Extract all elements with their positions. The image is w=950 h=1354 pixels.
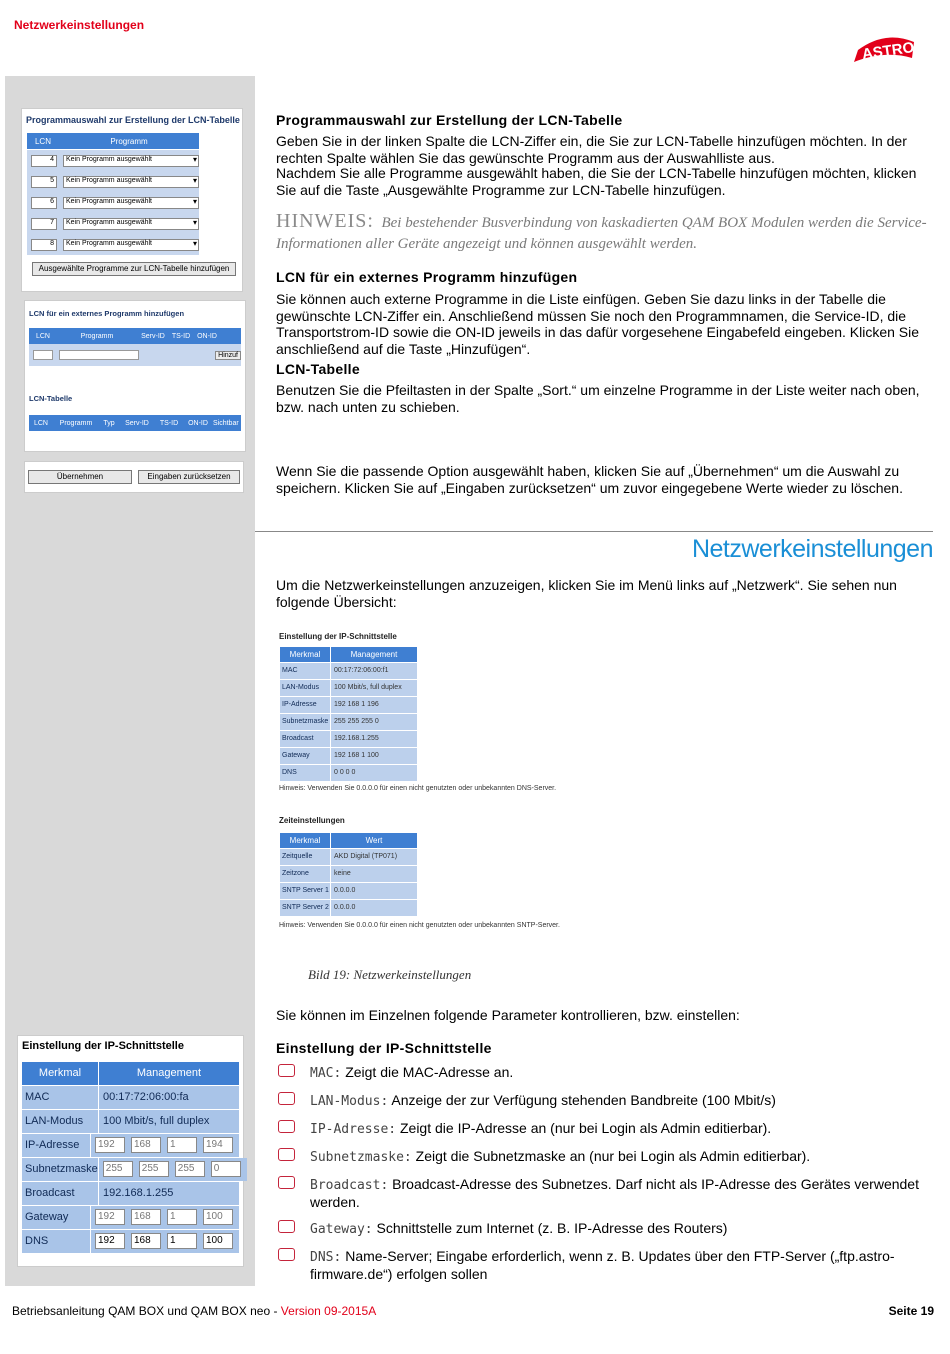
fig-row <box>280 849 588 865</box>
item-text <box>310 1148 810 1166</box>
gw-octet-1[interactable]: 192 <box>95 1209 125 1225</box>
astro-logo <box>850 32 920 68</box>
lcn-number-input[interactable]: 7 <box>31 218 57 230</box>
lcn-table-title: LCN-Tabelle <box>29 394 73 403</box>
fig-row <box>280 714 588 730</box>
key: Gateway <box>22 1206 90 1229</box>
fig-key: Zeitquelle <box>280 849 330 865</box>
parameter-item <box>278 1120 934 1138</box>
ext-input-row <box>29 344 241 366</box>
bullet-box-icon <box>278 1064 295 1077</box>
ip-octet-3[interactable]: 1 <box>167 1137 197 1153</box>
row-gateway <box>22 1205 239 1229</box>
footer-version: Version 09-2015A <box>280 1304 377 1318</box>
item-text <box>310 1120 771 1138</box>
lcn-row <box>27 192 199 213</box>
fig-col-wert: Wert <box>331 833 417 848</box>
param-code: IP-Adresse: <box>310 1122 397 1137</box>
col-program: Programm <box>110 136 148 146</box>
key: Subnetzmaske <box>22 1158 98 1181</box>
param-code: Subnetzmaske: <box>310 1150 412 1165</box>
fig-row <box>280 748 588 764</box>
para-lcn-table: Benutzen Sie die Pfeiltasten in der Spalte „Sort.“ um einzelne Programme in der Liste weiter nach oben, bzw. nach unten zu schieben. <box>276 382 920 415</box>
program-select[interactable]: Kein Programm ausgewählt ▾ <box>63 176 199 188</box>
value: 100 Mbit/s, full duplex <box>99 1110 239 1133</box>
program-select[interactable]: Kein Programm ausgewählt ▾ <box>63 218 199 230</box>
bullet-box-icon <box>278 1176 295 1189</box>
col-management: Management <box>99 1062 239 1085</box>
heading-ip-interface: Einstellung der IP-Schnittstelle <box>276 1040 492 1056</box>
section-divider <box>255 531 933 532</box>
fig-key: LAN-Modus <box>280 680 330 696</box>
parameter-item <box>278 1248 934 1282</box>
ip-table-header <box>22 1061 239 1085</box>
ip-octets <box>91 1134 239 1157</box>
fig-key: Broadcast <box>280 731 330 747</box>
page-number: Seite 19 <box>888 1304 934 1318</box>
col-on-id: ON-ID <box>188 419 208 427</box>
fig-key: Gateway <box>280 748 330 764</box>
param-code: MAC: <box>310 1066 342 1081</box>
lcn-input[interactable] <box>33 350 53 360</box>
col-on-id: ON-ID <box>197 332 217 340</box>
add-selected-button[interactable]: Ausgewählte Programme zur LCN-Tabelle hinzufügen <box>32 262 236 276</box>
value: 00:17:72:06:00:fa <box>99 1086 239 1109</box>
buttons-panel <box>24 461 244 493</box>
lcn-number-input[interactable]: 8 <box>31 239 57 251</box>
dns-octet-3[interactable]: 1 <box>167 1233 197 1249</box>
col-serv-id: Serv-ID <box>125 419 149 427</box>
col-lcn: LCN <box>33 419 48 427</box>
fig-value: 192 168 1 100 <box>331 748 417 764</box>
row-dns <box>22 1229 239 1253</box>
subnet-octet-3[interactable]: 255 <box>175 1161 205 1177</box>
figure-network-settings <box>276 628 588 946</box>
fig-time-title: Zeiteinstellungen <box>279 816 345 825</box>
fig-value: 192.168.1.255 <box>331 731 417 747</box>
panel-title: Programmauswahl zur Erstellung der LCN-Tabelle <box>26 115 240 125</box>
bullet-box-icon <box>278 1248 295 1261</box>
item-text <box>310 1220 727 1238</box>
item-text <box>310 1064 513 1082</box>
param-desc: Anzeige der zur Verfügung stehenden Bandbreite (100 Mbit/s) <box>388 1092 776 1108</box>
row-mac <box>22 1085 239 1109</box>
heading-lcn-table: LCN-Tabelle <box>276 361 360 377</box>
param-code: LAN-Modus: <box>310 1094 389 1109</box>
fig-key: Subnetzmaske <box>280 714 330 730</box>
program-input[interactable] <box>59 350 139 360</box>
fig-col-merkmal: Merkmal <box>280 647 330 662</box>
dns-octet-2[interactable]: 168 <box>131 1233 161 1249</box>
param-desc: Schnittstelle zum Internet (z. B. IP-Adresse des Routers) <box>372 1220 728 1236</box>
gw-octet-4[interactable]: 100 <box>203 1209 233 1225</box>
hint-text: Bei bestehender Busverbindung von kaskadierten QAM BOX Modulen werden die Service-Informationen aller Geräte angezeigt und können ausgewählt werden. <box>276 215 927 252</box>
fig-time-note: Hinweis: Verwenden Sie 0.0.0.0 für einen nicht genutzten oder unbekannten SNTP-Server. <box>279 922 560 929</box>
item-text <box>310 1176 934 1210</box>
fig-value: 192 168 1 196 <box>331 697 417 713</box>
heading-external-program: LCN für ein externes Programm hinzufügen <box>276 269 578 285</box>
fig-row <box>280 866 588 882</box>
fig-value: 0 0 0 0 <box>331 765 417 781</box>
dns-octets <box>91 1230 239 1253</box>
row-ip <box>22 1133 239 1157</box>
para-external-program: Sie können auch externe Programme in die Liste einfügen. Geben Sie dazu links in der Tabelle die gewünschte LCN-Ziffer ein. Anschließend müssen Sie noch den Programmnamen, die Service-ID, die Transportstrom-ID sowie die ON-ID jeweils in das dafür vorgesehene Eingabefeld eingeben. Klicken Sie anschließend auf die Taste „Hinzufügen“. <box>276 291 920 357</box>
program-select[interactable]: Kein Programm ausgewählt ▾ <box>63 197 199 209</box>
para-apply: Wenn Sie die passende Option ausgewählt haben, klicken Sie auf „Übernehmen“ um die Auswahl zu speichern. Klicken Sie auf „Eingaben zurücksetzen“ um zuvor eingegebene Werte wieder zu löschen. <box>276 463 903 496</box>
col-ts-id: TS-ID <box>171 332 191 340</box>
fig-value: 0.0.0.0 <box>331 883 417 899</box>
lcn-number-input[interactable]: 5 <box>31 176 57 188</box>
col-program: Programm <box>59 419 93 427</box>
param-desc: Broadcast-Adresse des Subnetzes. Darf nicht als IP-Adresse des Gerätes verwendet werden. <box>310 1176 919 1210</box>
bullet-box-icon <box>278 1092 295 1105</box>
lcn-row <box>27 213 199 234</box>
footer-doc-title: Betriebsanleitung QAM BOX und QAM BOX neo - <box>12 1304 281 1318</box>
col-serv-id: Serv-ID <box>141 332 165 340</box>
subnet-octets <box>99 1158 247 1181</box>
ip-octet-2[interactable]: 168 <box>131 1137 161 1153</box>
fig-ip-title: Einstellung der IP-Schnittstelle <box>279 632 397 641</box>
fig-value: 0.0.0.0 <box>331 900 417 916</box>
lcn-number-input[interactable]: 4 <box>31 155 57 167</box>
para-network-intro: Um die Netzwerkeinstellungen anzuzeigen, klicken Sie im Menü links auf „Netzwerk“. Sie sehen nun folgende Übersicht: <box>276 577 897 610</box>
parameter-item <box>278 1092 934 1110</box>
add-button[interactable]: Hinzuf <box>215 351 241 360</box>
para-lcn-selection: Geben Sie in der linken Spalte die LCN-Ziffer ein, die Sie zur LCN-Tabelle hinzufügen möchten. In der rechten Spalte wählen Sie das gewünschte Programm aus der Auswahlliste aus. <box>276 133 907 166</box>
lcn-table-header <box>29 415 241 431</box>
bullet-box-icon <box>278 1120 295 1133</box>
fig-key: SNTP Server 1 <box>280 883 330 899</box>
param-code: Gateway: <box>310 1222 373 1237</box>
param-desc: Name-Server; Eingabe erforderlich, wenn z. B. Updates über den FTP-Server („ftp.astro-firmware.de“) erfolgen sollen <box>310 1248 895 1282</box>
col-lcn: LCN <box>35 332 50 340</box>
subnet-octet-4[interactable]: 0 <box>211 1161 241 1177</box>
lcn-row <box>27 150 199 171</box>
item-text <box>310 1092 776 1110</box>
key: Broadcast <box>22 1182 98 1205</box>
apply-button[interactable]: Übernehmen <box>28 470 132 484</box>
gw-octet-3[interactable]: 1 <box>167 1209 197 1225</box>
fig-row <box>280 900 588 916</box>
bullet-box-icon <box>278 1148 295 1161</box>
fig-key: Zeitzone <box>280 866 330 882</box>
fig-row <box>280 680 588 696</box>
ip-table <box>22 1061 239 1253</box>
gw-octet-2[interactable]: 168 <box>131 1209 161 1225</box>
para-lcn-selection-2: Nachdem Sie alle Programme ausgewählt haben, die Sie der LCN-Tabelle hinzufügen möchten, klicken Sie auf die Taste „Ausgewählte Programme zur LCN-Tabelle hinzufügen. <box>276 165 917 198</box>
running-header: Netzwerkeinstellungen <box>14 18 145 32</box>
param-desc: Zeigt die Subnetzmaske an (nur bei Login als Admin editierbar). <box>411 1148 811 1164</box>
fig-row <box>280 697 588 713</box>
col-ts-id: TS-ID <box>159 419 179 427</box>
param-desc: Zeigt die MAC-Adresse an. <box>341 1064 514 1080</box>
section-title: Netzwerkeinstellungen <box>691 535 933 563</box>
key: MAC <box>22 1086 98 1109</box>
reset-button[interactable]: Eingaben zurücksetzen <box>138 470 240 484</box>
ip-octet-1[interactable]: 192 <box>95 1137 125 1153</box>
value: 192.168.1.255 <box>99 1182 239 1205</box>
col-visible: Sichtbar <box>213 419 239 427</box>
table-header <box>29 328 241 344</box>
figure-caption: Bild 19: Netzwerkeinstellungen <box>308 967 472 982</box>
external-program-panel <box>24 300 246 452</box>
program-select[interactable]: Kein Programm ausgewählt ▾ <box>63 239 199 251</box>
subnet-octet-2[interactable]: 255 <box>139 1161 169 1177</box>
lcn-row <box>27 234 199 255</box>
parameter-item <box>278 1220 934 1238</box>
heading-lcn-selection: Programmauswahl zur Erstellung der LCN-Tabelle <box>276 112 623 128</box>
col-type: Typ <box>103 419 115 427</box>
fig-row <box>280 663 588 679</box>
parameter-item <box>278 1176 934 1210</box>
fig-value: keine <box>331 866 417 882</box>
hint-label: HINWEIS: <box>276 210 374 232</box>
col-lcn: LCN <box>34 136 51 146</box>
key: DNS <box>22 1230 90 1253</box>
lcn-number-input[interactable]: 6 <box>31 197 57 209</box>
fig-key: DNS <box>280 765 330 781</box>
hint-box <box>276 211 932 255</box>
fig-col-merkmal: Merkmal <box>280 833 330 848</box>
dns-octet-4[interactable]: 100 <box>203 1233 233 1249</box>
table-header <box>27 133 199 149</box>
program-select[interactable]: Kein Programm ausgewählt ▾ <box>63 155 199 167</box>
fig-ip-note: Hinweis: Verwenden Sie 0.0.0.0 für einen nicht genutzten oder unbekannten DNS-Server. <box>279 785 557 792</box>
fig-row <box>280 731 588 747</box>
fig-time-header <box>280 833 588 848</box>
ip-interface-panel <box>17 1035 244 1267</box>
fig-ip-header <box>280 647 588 662</box>
key: IP-Adresse <box>22 1134 90 1157</box>
para-parameters: Sie können im Einzelnen folgende Parameter kontrollieren, bzw. einstellen: <box>276 1007 740 1023</box>
fig-row <box>280 765 588 781</box>
lcn-selection-panel <box>21 108 243 292</box>
parameter-item <box>278 1148 934 1166</box>
param-code: Broadcast: <box>310 1178 389 1193</box>
dns-octet-1[interactable]: 192 <box>95 1233 125 1249</box>
col-merkmal: Merkmal <box>22 1062 98 1085</box>
parameter-item <box>278 1064 934 1082</box>
fig-col-management: Management <box>331 647 417 662</box>
fig-key: IP-Adresse <box>280 697 330 713</box>
fig-row <box>280 883 588 899</box>
key: LAN-Modus <box>22 1110 98 1133</box>
ip-octet-4[interactable]: 194 <box>203 1137 233 1153</box>
subnet-octet-1[interactable]: 255 <box>103 1161 133 1177</box>
fig-value: 00:17:72:06:00:f1 <box>331 663 417 679</box>
col-program: Programm <box>80 332 114 340</box>
fig-key: MAC <box>280 663 330 679</box>
footer-doc <box>12 1304 376 1318</box>
row-lan <box>22 1109 239 1133</box>
fig-value: AKD Digital (TP071) <box>331 849 417 865</box>
item-text <box>310 1248 934 1282</box>
gateway-octets <box>91 1206 239 1229</box>
fig-value: 100 Mbit/s, full duplex <box>331 680 417 696</box>
panel-title: LCN für ein externes Programm hinzufügen <box>29 309 185 318</box>
param-code: DNS: <box>310 1250 342 1265</box>
param-desc: Zeigt die IP-Adresse an (nur bei Login als Admin editierbar). <box>396 1120 772 1136</box>
row-broadcast <box>22 1181 239 1205</box>
fig-value: 255 255 255 0 <box>331 714 417 730</box>
bullet-box-icon <box>278 1220 295 1233</box>
fig-key: SNTP Server 2 <box>280 900 330 916</box>
row-subnet <box>22 1157 239 1181</box>
ip-panel-title: Einstellung der IP-Schnittstelle <box>22 1040 184 1052</box>
svg-text:ASTRO: ASTRO <box>860 38 916 64</box>
lcn-row <box>27 171 199 192</box>
